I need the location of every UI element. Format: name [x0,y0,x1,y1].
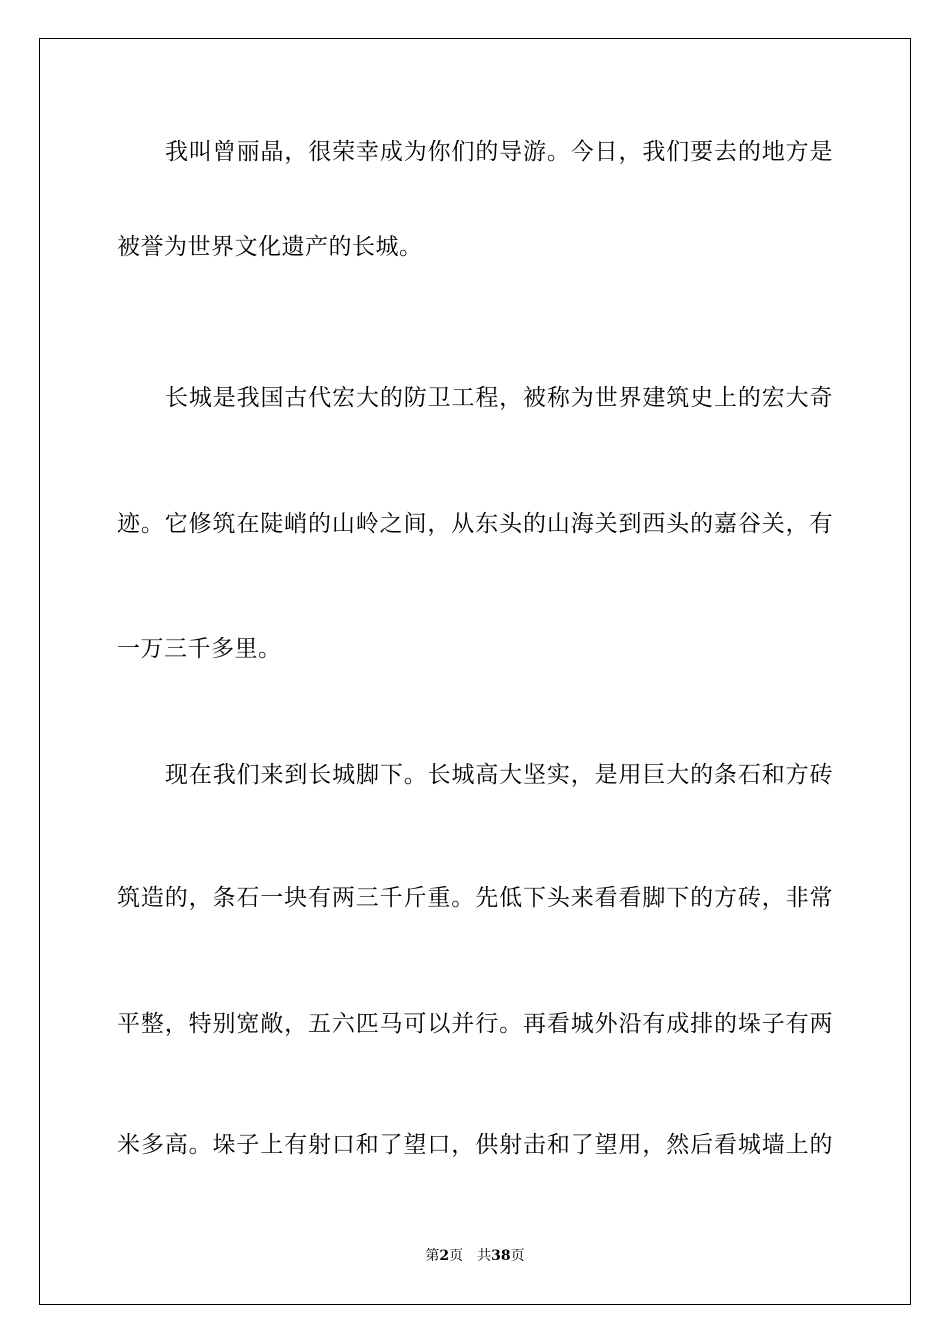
paragraph-1-line-2: 被誉为世界文化遗产的长城。 [117,234,423,260]
footer-page-suffix: 页 [449,1248,464,1264]
page-footer [0,1247,950,1265]
paragraph-1-line-1: 我叫曾丽晶，很荣幸成为你们的导游。今日，我们要去的地方是 [165,139,833,165]
footer-total-pages: 38 [491,1248,511,1264]
paragraph-3-line-4: 米多高。垛子上有射口和了望口，供射击和了望用，然后看城墙上的 [117,1132,833,1158]
paragraph-2-line-1: 长城是我国古代宏大的防卫工程，被称为世界建筑史上的宏大奇 [165,385,833,411]
page-border [39,38,911,1305]
footer-total-prefix: 共 [477,1248,492,1264]
paragraph-3-line-2: 筑造的，条石一块有两三千斤重。先低下头来看看脚下的方砖，非常 [117,885,833,911]
footer-page-prefix: 第 [425,1248,440,1264]
paragraph-2-line-2: 迹。它修筑在陡峭的山岭之间，从东头的山海关到西头的嘉谷关，有 [117,511,833,537]
paragraph-3-line-3: 平整，特别宽敞，五六匹马可以并行。再看城外沿有成排的垛子有两 [117,1011,833,1037]
footer-page-number: 2 [439,1248,450,1264]
footer-total-suffix: 页 [510,1248,525,1264]
paragraph-2-line-3: 一万三千多里。 [117,636,282,662]
paragraph-3-line-1: 现在我们来到长城脚下。长城高大坚实，是用巨大的条石和方砖 [165,762,833,788]
